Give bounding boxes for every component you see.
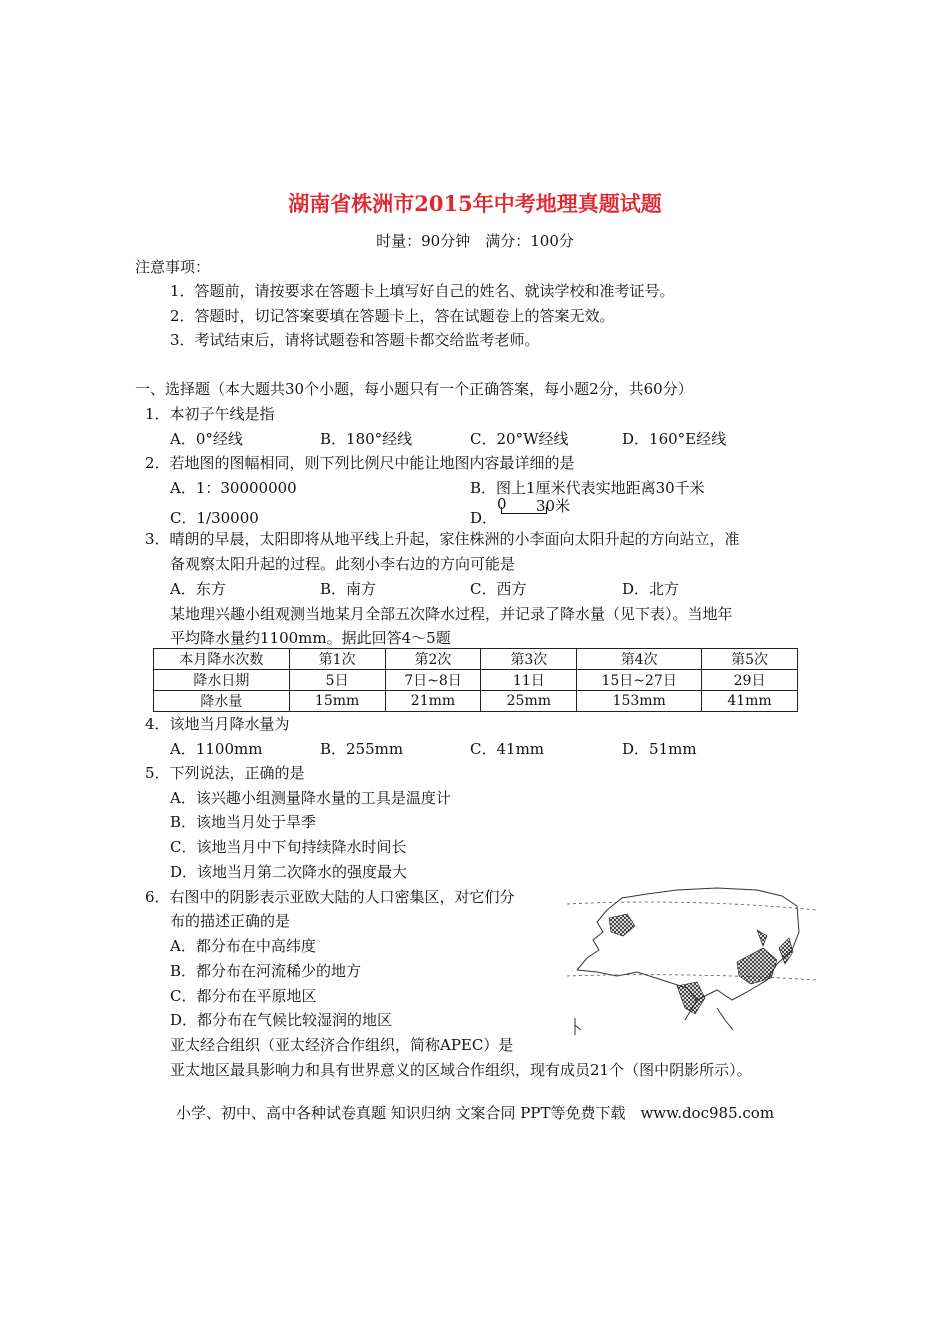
question-4-stem: 4．该地当月降水量为 — [145, 715, 290, 733]
question-3-option-c: C．西方 — [470, 580, 527, 598]
exam-time-score: 时量：90分钟 满分：100分 — [376, 232, 574, 250]
question-6-option-c: C．都分布在平原地区 — [170, 987, 317, 1005]
question-1-stem: 1．本初子午线是指 — [145, 405, 275, 423]
passage-line: 平均降水量约1100mm。据此回答4～5题 — [170, 629, 451, 647]
question-3-stem-cont: 备观察太阳升起的过程。此刻小李右边的方向可能是 — [170, 555, 516, 573]
table-cell: 降水量 — [154, 691, 290, 712]
table-cell: 降水日期 — [154, 670, 290, 691]
question-1-option-d: D．160°E经线 — [622, 430, 727, 448]
table-row — [154, 670, 798, 691]
question-2-option-b: B．图上1厘米代表实地距离30千米 — [470, 479, 705, 497]
table-row — [154, 649, 798, 670]
table-cell: 153mm — [577, 691, 702, 712]
table-cell: 第1次 — [289, 649, 385, 670]
question-1-option-a: A．0°经线 — [170, 430, 243, 448]
passage-line: 亚太经合组织（亚太经济合作组织，简称APEC）是 — [170, 1036, 514, 1054]
table-cell: 第4次 — [577, 649, 702, 670]
table-cell: 15mm — [289, 691, 385, 712]
question-1-option-b: B．180°经线 — [320, 430, 413, 448]
question-4-option-c: C．41mm — [470, 740, 545, 758]
passage-line: 某地理兴趣小组观测当地某月全部五次降水过程，并记录了降水量（见下表）。当地年 — [170, 605, 733, 623]
question-6-option-b: B．都分布在河流稀少的地方 — [170, 962, 362, 980]
question-3-option-a: A．东方 — [170, 580, 226, 598]
table-cell: 21mm — [385, 691, 481, 712]
passage-line: 亚太地区最具影响力和具有世界意义的区域合作组织，现有成员21个（图中阴影所示）。 — [170, 1061, 752, 1079]
notice-item: 3．考试结束后，请将试题卷和答题卡都交给监考老师。 — [170, 331, 540, 349]
eurasia-population-map — [567, 880, 817, 1040]
table-cell: 25mm — [481, 691, 577, 712]
question-2-option-a: A．1：30000000 — [170, 479, 297, 497]
question-5-stem: 5．下列说法，正确的是 — [145, 764, 305, 782]
table-cell: 本月降水次数 — [154, 649, 290, 670]
table-cell: 11日 — [481, 670, 577, 691]
table-cell: 15日~27日 — [577, 670, 702, 691]
question-5-option-a: A．该兴趣小组测量降水量的工具是温度计 — [170, 789, 451, 807]
table-cell: 第3次 — [481, 649, 577, 670]
table-cell: 第2次 — [385, 649, 481, 670]
table-row — [154, 691, 798, 712]
question-2-option-d: D． — [470, 509, 498, 527]
scale-bar-distance-label: 30米 — [536, 497, 571, 515]
table-cell: 第5次 — [702, 649, 798, 670]
question-5-option-d: D．该地当月第二次降水的强度最大 — [170, 863, 408, 881]
scale-bar — [501, 507, 547, 514]
footer-text: 小学、初中、高中各种试卷真题 知识归纳 文案合同 PPT等免费下载 www.doc985.com — [175, 1104, 775, 1122]
question-6-stem-cont: 布的描述正确的是 — [170, 912, 291, 930]
scale-bar-zero-label: 0 — [497, 495, 507, 513]
question-4-option-a: A．1100mm — [170, 740, 263, 758]
notice-heading: 注意事项： — [135, 258, 211, 276]
table-cell: 41mm — [702, 691, 798, 712]
table-cell: 5日 — [289, 670, 385, 691]
notice-item: 2．答题时，切记答案要填在答题卡上，答在试题卷上的答案无效。 — [170, 307, 615, 325]
question-2-option-c: C．1/30000 — [170, 509, 259, 527]
question-2-stem: 2．若地图的图幅相同，则下列比例尺中能让地图内容最详细的是 — [145, 454, 575, 472]
notice-item: 1．答题前，请按要求在答题卡上填写好自己的姓名、就读学校和准考证号。 — [170, 282, 675, 300]
question-1-option-c: C．20°W经线 — [470, 430, 569, 448]
question-3-option-d: D．北方 — [622, 580, 680, 598]
table-cell: 29日 — [702, 670, 798, 691]
question-3-option-b: B．南方 — [320, 580, 377, 598]
question-4-option-b: B．255mm — [320, 740, 404, 758]
page-title: 湖南省株洲市2015年中考地理真题试题 — [288, 191, 662, 216]
question-3-stem: 3．晴朗的早晨，太阳即将从地平线上升起，家住株洲的小李面向太阳升起的方向站立，准 — [145, 530, 740, 548]
question-6-option-d: D．都分布在气候比较湿润的地区 — [170, 1011, 393, 1029]
table-cell: 7日~8日 — [385, 670, 481, 691]
question-4-option-d: D．51mm — [622, 740, 697, 758]
section-heading: 一、选择题（本大题共30个小题，每小题只有一个正确答案，每小题2分，共60分） — [135, 380, 693, 398]
question-6-option-a: A．都分布在中高纬度 — [170, 937, 316, 955]
question-6-stem: 6．右图中的阴影表示亚欧大陆的人口密集区，对它们分 — [145, 888, 515, 906]
question-5-option-c: C．该地当月中下旬持续降水时间长 — [170, 838, 407, 856]
question-5-option-b: B．该地当月处于旱季 — [170, 813, 317, 831]
rainfall-table — [153, 648, 798, 712]
